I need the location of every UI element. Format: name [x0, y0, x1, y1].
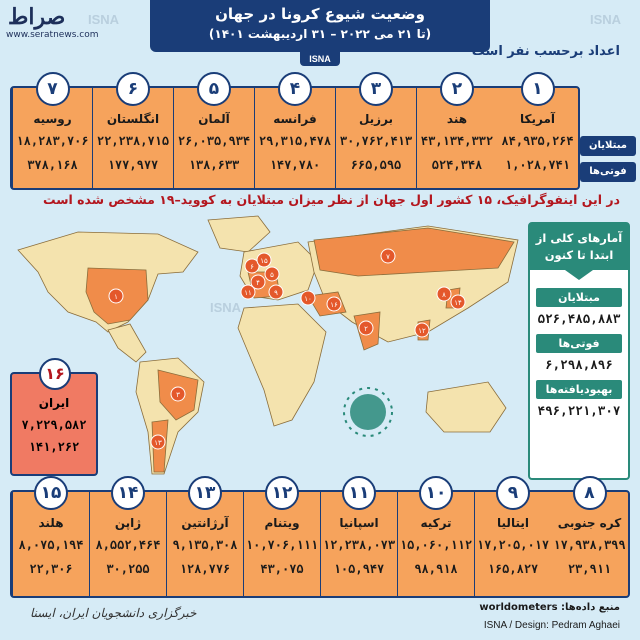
page-title: وضعیت شیوع کرونا در جهان	[215, 5, 425, 23]
isna-watermark: ISNA	[88, 12, 120, 27]
top-countries-row	[10, 79, 580, 190]
stats-cases-value: ۵۲۶,۴۸۵,۸۸۳	[537, 311, 621, 326]
country-name: آرژانتین	[181, 516, 229, 530]
iran-card	[10, 364, 98, 476]
rank-badge: ۴	[278, 72, 312, 106]
rank-badge: ۹	[496, 476, 530, 510]
country-cases: ۱۵,۰۶۰,۱۱۲	[399, 538, 473, 552]
country-deaths: ۲۲,۳۰۶	[29, 562, 73, 576]
rank-badge: ۸	[573, 476, 607, 510]
country-card	[166, 483, 243, 596]
country-cases: ۷,۲۲۹,۵۸۲	[21, 418, 87, 432]
marker-label: ۱۴	[454, 299, 462, 307]
marker-label: ۸	[442, 291, 446, 299]
marker-label: ۷	[386, 253, 390, 261]
greenland-land	[208, 216, 270, 252]
bottom-countries-row	[10, 483, 630, 598]
stats-recovered-value: ۴۹۶,۲۲۱,۳۰۷	[537, 403, 621, 418]
country-deaths: ۱۳۸,۶۳۳	[188, 158, 240, 172]
country-deaths: ۱۶۵,۸۲۷	[487, 562, 539, 576]
virus-icon	[344, 388, 392, 436]
country-name: برزیل	[358, 112, 394, 126]
marker-label: ۱۰	[304, 295, 312, 303]
marker-label: ۱۱	[244, 289, 252, 297]
stats-cases-label: مبتلایان	[536, 288, 622, 307]
country-cases: ۱۲,۲۳۸,۰۷۳	[322, 538, 396, 552]
marker-label: ۱	[114, 293, 118, 301]
country-deaths: ۱۲۸,۷۷۶	[179, 562, 231, 576]
country-card	[92, 79, 173, 188]
country-deaths: ۵۲۴,۳۴۸	[431, 158, 483, 172]
country-name: هند	[446, 112, 468, 126]
country-deaths: ۱,۰۲۸,۷۴۱	[504, 158, 571, 172]
country-card	[89, 483, 166, 596]
country-card	[397, 483, 474, 596]
country-name: اسپانیا	[339, 516, 379, 530]
unit-note: اعداد برحسب نفر است	[471, 44, 620, 59]
rank-badge: ۱۱	[342, 476, 376, 510]
design-credit: ISNA / Design: Pedram Aghaei	[483, 620, 620, 631]
country-card	[474, 483, 551, 596]
country-card	[12, 79, 92, 188]
rank-badge: ۶	[116, 72, 150, 106]
country-deaths: ۱۰۵,۹۴۷	[333, 562, 385, 576]
rank-badge: ۱۲	[265, 476, 299, 510]
country-name: آمریکا	[520, 112, 555, 126]
country-cases: ۸۴,۹۳۵,۲۶۴	[501, 134, 574, 148]
rank-badge: ۱۴	[111, 476, 145, 510]
marker-label: ۱۵	[260, 257, 268, 265]
global-stats-panel	[528, 222, 630, 480]
legend-deaths-label: فوتی‌ها	[580, 162, 636, 182]
country-cases: ۲۲,۲۳۸,۷۱۵	[96, 134, 170, 148]
country-cases: ۸,۰۷۵,۱۹۴	[18, 538, 84, 552]
country-deaths: ۱۴۱,۲۶۲	[28, 440, 80, 454]
marker-label: ۳	[176, 391, 180, 399]
country-deaths: ۴۳,۰۷۵	[260, 562, 304, 576]
australia-land	[426, 382, 506, 432]
country-name: روسیه	[33, 112, 72, 126]
marker-label: ۵	[270, 271, 274, 279]
marker-label: ۲	[364, 325, 368, 333]
country-deaths: ۶۶۵,۵۹۵	[350, 158, 402, 172]
rank-badge: ۱۵	[34, 476, 68, 510]
marker-label: ۹	[274, 289, 278, 297]
country-cases: ۱۷,۹۳۸,۳۹۹	[553, 538, 626, 552]
country-card	[173, 79, 254, 188]
country-deaths: ۳۷۸,۱۶۸	[27, 158, 78, 172]
country-cases: ۴۳,۱۳۴,۳۳۲	[420, 134, 494, 148]
title-box	[150, 0, 490, 52]
country-card	[254, 79, 335, 188]
stats-heading: آمارهای کلی از ابتدا تا کنون	[530, 224, 628, 270]
country-deaths: ۱۴۷,۷۸۰	[269, 158, 321, 172]
country-deaths: ۹۸,۹۱۸	[414, 562, 458, 576]
row-legend	[580, 136, 636, 188]
central-america-land	[108, 324, 146, 362]
country-cases: ۲۶,۰۳۵,۹۳۴	[177, 134, 251, 148]
isna-watermark: ISNA	[210, 300, 242, 315]
country-cases: ۱۸,۲۸۳,۷۰۶	[16, 134, 89, 148]
stats-recovered-label: بهبودیافته‌ها	[536, 380, 622, 399]
country-cases: ۹,۱۳۵,۳۰۸	[172, 538, 238, 552]
stats-deaths-value: ۶,۲۹۸,۸۹۶	[545, 357, 613, 372]
marker-label: ۴	[256, 279, 260, 287]
country-name: انگلستان	[106, 112, 160, 126]
rank-badge: ۷	[36, 72, 70, 106]
down-arrow-icon	[565, 270, 593, 280]
country-cases: ۸,۵۵۲,۴۶۴	[95, 538, 161, 552]
country-cases: ۳۰,۷۶۲,۴۱۳	[339, 134, 413, 148]
page-subtitle: (تا ۲۱ می ۲۰۲۲ – ۳۱ اردیبهشت ۱۴۰۱)	[208, 27, 432, 41]
country-name: هلند	[38, 516, 64, 530]
country-deaths: ۱۷۷,۹۷۷	[107, 158, 159, 172]
country-name: آلمان	[198, 112, 230, 126]
rank-badge: ۲	[440, 72, 474, 106]
agency-signature: خبرگزاری دانشجویان ایران، ایسنا	[30, 606, 197, 620]
country-name: ویتنام	[264, 516, 300, 530]
country-name: ایران	[38, 396, 70, 410]
rank-badge: ۵	[197, 72, 231, 106]
marker-label: ۱۲	[418, 327, 426, 335]
country-cases: ۱۷,۲۰۵,۰۱۷	[476, 538, 550, 552]
data-source: منبع داده‌ها: worldometers	[479, 602, 620, 613]
country-card	[497, 79, 578, 188]
agency-tag: ISNA	[300, 52, 340, 66]
isna-watermark: ISNA	[590, 12, 622, 27]
rank-badge: ۱	[521, 72, 555, 106]
country-card	[320, 483, 397, 596]
rank-badge: ۳	[359, 72, 393, 106]
country-card	[12, 483, 89, 596]
marker-label: ۱۶	[330, 301, 338, 309]
stats-deaths-label: فوتی‌ها	[536, 334, 622, 353]
country-card	[551, 483, 628, 596]
country-deaths: ۳۰,۲۵۵	[106, 562, 150, 576]
rank-badge: ۱۰	[419, 476, 453, 510]
site-logo: صراط	[8, 4, 66, 30]
country-name: کره جنوبی	[557, 516, 622, 530]
country-card	[416, 79, 497, 188]
rank-badge: ۱۶	[39, 358, 71, 390]
caption: در این اینفوگرافیک، ۱۵ کشور اول جهان از نظر میزان مبتلایان به کووید–۱۹ مشخص شده است	[42, 192, 620, 207]
legend-cases-label: مبتلایان	[580, 136, 636, 156]
country-deaths: ۲۳,۹۱۱	[567, 562, 612, 576]
country-cases: ۱۰,۷۰۶,۱۱۱	[245, 538, 319, 552]
rank-badge: ۱۳	[188, 476, 222, 510]
country-name: ژاپن	[114, 516, 142, 530]
country-name: فرانسه	[273, 112, 317, 126]
country-name: ایتالیا	[497, 516, 529, 530]
marker-label: ۶	[250, 263, 254, 271]
country-card	[243, 483, 320, 596]
country-cases: ۲۹,۳۱۵,۴۷۸	[258, 134, 332, 148]
africa-land	[238, 304, 326, 426]
country-card	[335, 79, 416, 188]
country-name: ترکیه	[420, 516, 452, 530]
marker-label: ۱۳	[154, 439, 162, 447]
site-url: www.seratnews.com	[6, 30, 99, 40]
